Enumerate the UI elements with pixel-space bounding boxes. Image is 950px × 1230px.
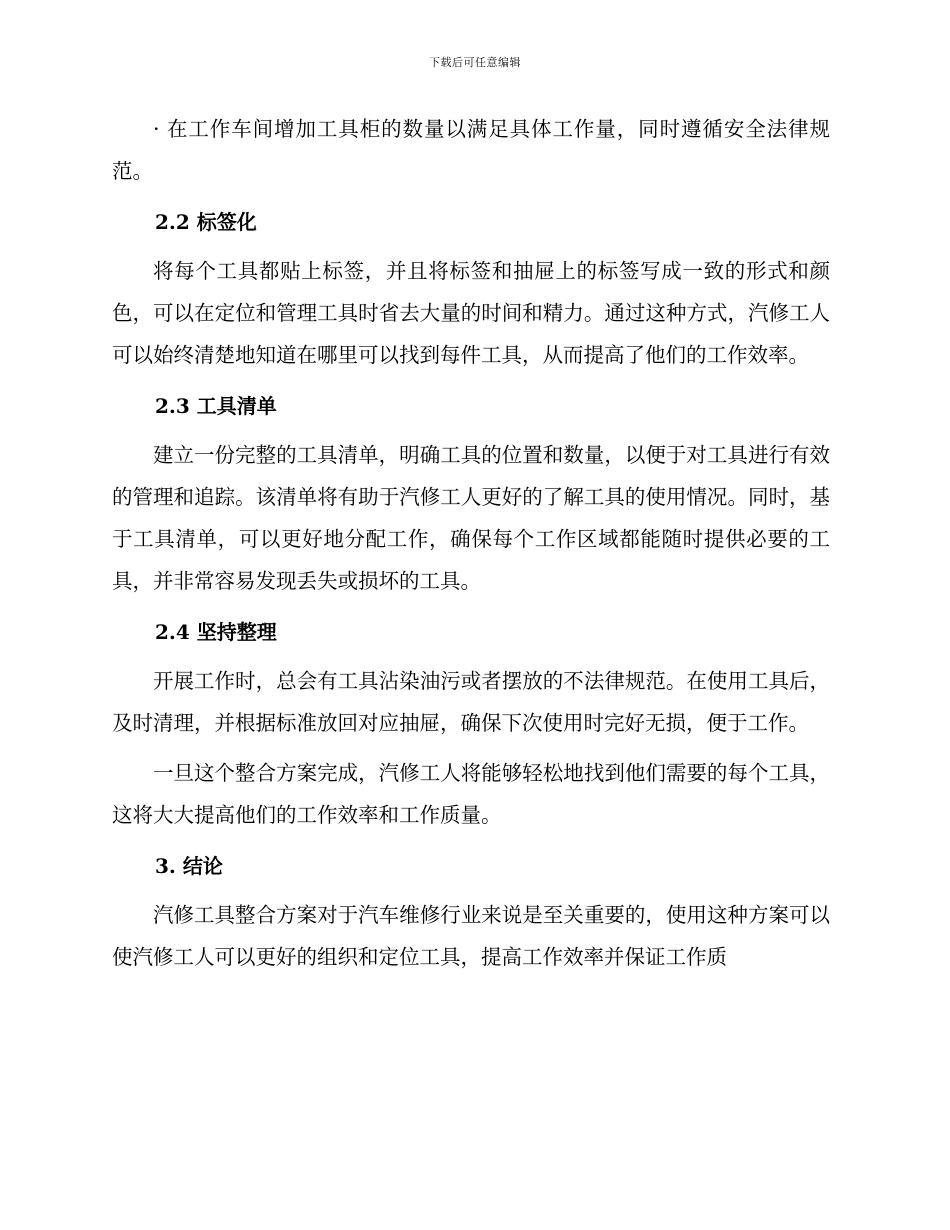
section-3-paragraph: 汽修工具整合方案对于汽车维修行业来说是至关重要的，使用这种方案可以使汽修工人可以更好的组织和定位工具，提高工作效率并保证工作质 [112, 903, 830, 969]
section-2-2-paragraph: 将每个工具都贴上标签，并且将标签和抽屉上的标签写成一致的形式和颜色，可以在定位和管理工具时省去大量的时间和精力。通过这种方式，汽修工人可以始终清楚地知道在哪里可以找到每件工具，从而提高了他们的工作效率。 [112, 259, 830, 367]
document-body [112, 108, 830, 978]
bullet-paragraph: · 在工作车间增加工具柜的数量以满足具体工作量，同时遵循安全法律规范。 [112, 117, 830, 183]
section-heading-2-3: 2.3 工具清单 [155, 394, 277, 418]
section-2-4-paragraph-1: 开展工作时，总会有工具沾染油污或者摆放的不法律规范。在使用工具后，及时清理，并根据标准放回对应抽屉，确保下次使用时完好无损，便于工作。 [112, 669, 830, 735]
section-heading-3: 3. 结论 [155, 854, 223, 878]
section-heading-2-4: 2.4 坚持整理 [155, 620, 277, 644]
section-2-4-paragraph-2: 一旦这个整合方案完成，汽修工人将能够轻松地找到他们需要的每个工具，这将大大提高他们的工作效率和工作质量。 [112, 761, 830, 827]
section-2-3-paragraph: 建立一份完整的工具清单，明确工具的位置和数量，以便于对工具进行有效的管理和追踪。该清单将有助于汽修工人更好的了解工具的使用情况。同时，基于工具清单，可以更好地分配工作，确保每个工作区域都能随时提供必要的工具，并非常容易发现丢失或损坏的工具。 [112, 443, 830, 593]
page-header-note: 下载后可任意编辑 [429, 56, 521, 69]
section-heading-2-2: 2.2 标签化 [155, 210, 257, 234]
